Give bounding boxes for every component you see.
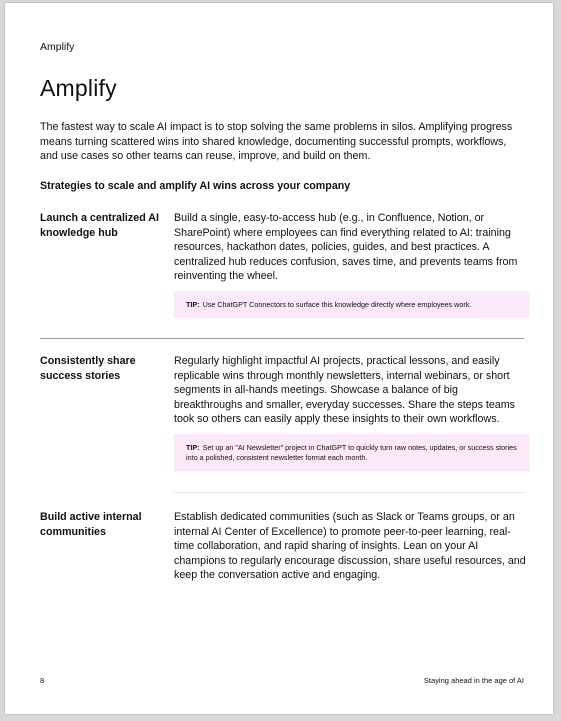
strategy-1-label: Launch a centralized AI knowledge hub bbox=[40, 212, 159, 239]
strategy-1-tip bbox=[174, 291, 529, 318]
running-header: Amplify bbox=[40, 41, 75, 53]
strategy-2-body: Regularly highlight impactful AI projects, practical lessons, and easily replicable wins through monthly newsletters, internal webinars, or short segments in all-hands meetings. Showcase a balance of big breakthroughs and smaller, everyday successes. Share the steps teams took so others can easily apply these insights to their own workflows. bbox=[174, 355, 515, 426]
tip-prefix: TIP: bbox=[186, 443, 200, 452]
tip-text: Set up an "AI Newsletter" project in ChatGPT to quickly turn raw notes, updates, or success stories into a polished, consistent newsletter format each month. bbox=[186, 443, 517, 462]
strategy-2-tip bbox=[174, 434, 529, 471]
section-subheading: Strategies to scale and amplify AI wins across your company bbox=[40, 180, 351, 192]
document-page bbox=[5, 3, 553, 714]
page-title: Amplify bbox=[40, 75, 117, 101]
strategy-3-label: Build active internal communities bbox=[40, 511, 142, 538]
footer-title: Staying ahead in the age of AI bbox=[423, 676, 524, 685]
strategy-1-body: Build a single, easy-to-access hub (e.g., in Confluence, Notion, or SharePoint) where employees can find everything related to AI: training resources, hackathon dates, policies, guides, and best practices. A centralized hub reduces confusion, saves time, and prevents teams from reinventing the wheel. bbox=[174, 212, 518, 283]
strategy-2-label: Consistently share success stories bbox=[40, 355, 136, 382]
page-number: 8 bbox=[40, 676, 45, 685]
intro-paragraph: The fastest way to scale AI impact is to stop solving the same problems in silos. Amplifying progress means turning scattered wins into shared knowledge, documenting successful prompts, workflows, and use cases so other teams can reuse, improve, and build on them. bbox=[40, 121, 513, 162]
tip-prefix: TIP: bbox=[186, 300, 200, 309]
section-divider bbox=[174, 492, 524, 493]
tip-text: Use ChatGPT Connectors to surface this knowledge directly where employees work. bbox=[202, 300, 472, 309]
strategy-3-body: Establish dedicated communities (such as Slack or Teams groups, or an internal AI Center of Excellence) to promote peer-to-peer learning, real-time collaboration, and rapid sharing of insights. Lean on your AI champions to regularly encourage discussion, share useful resources, and keep the conversation active and engaging. bbox=[174, 511, 526, 582]
section-divider bbox=[40, 338, 524, 339]
